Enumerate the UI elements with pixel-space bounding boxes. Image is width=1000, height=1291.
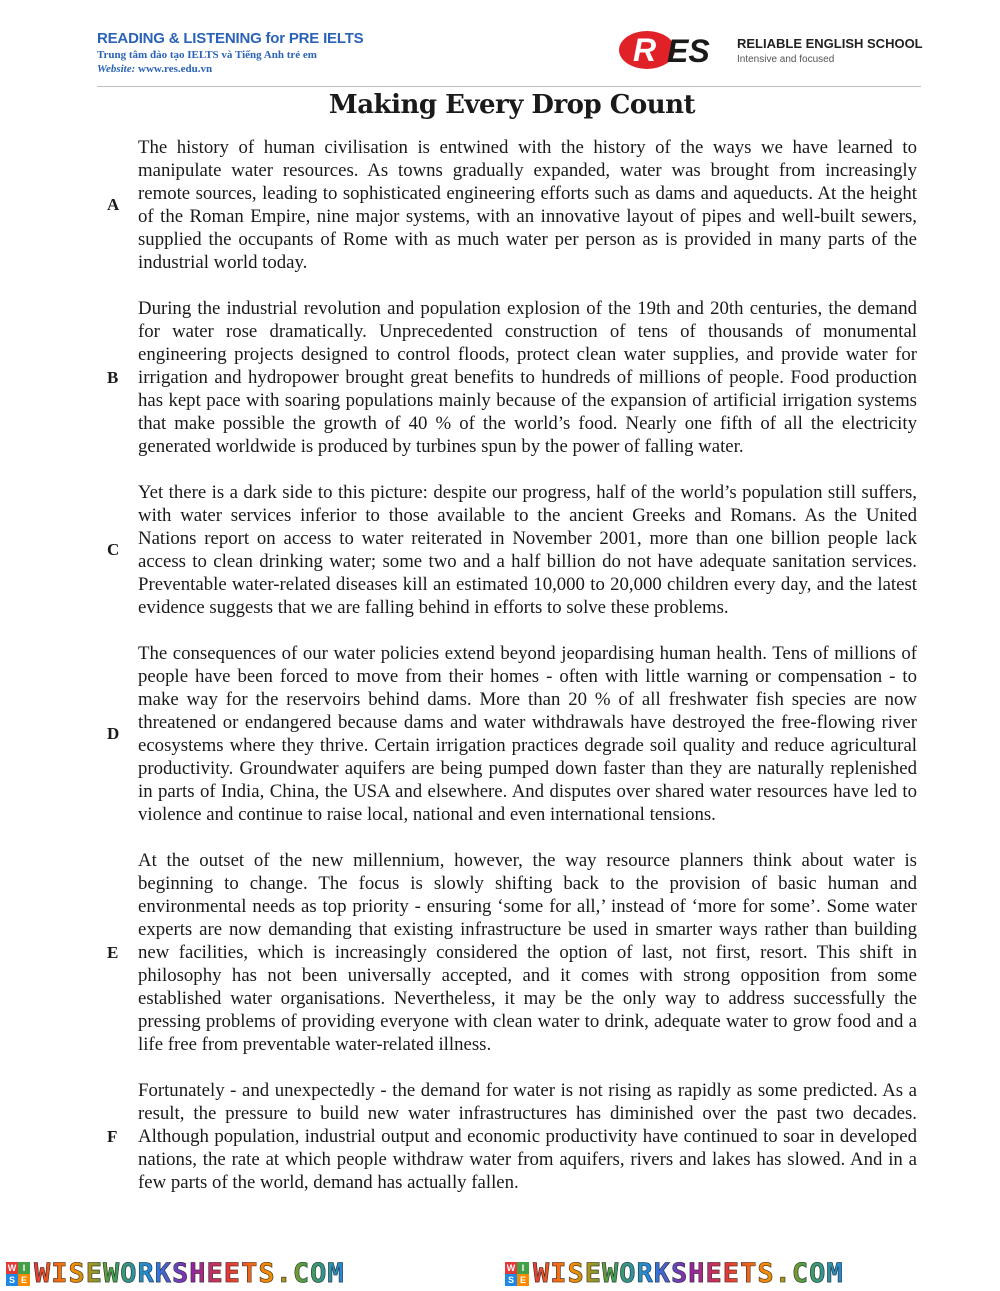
- logo-letters-es: ES: [667, 33, 710, 69]
- wise-badge-icon: [6, 1262, 30, 1286]
- paragraph-text: During the industrial revolution and population explosion of the 19th and 20th centuries, the demand for water rose dramatically. Unprecedented construction of tens of thousands of monumental engineering projects designed to control floods, protect clean water supplies, and provide water for irrigation and hydropower brought great benefits to hundreds of millions of people. Food production has kept pace with soaring populations mainly because of the expansion of artificial irrigation systems that make possible the growth of 40 % of the world’s food. Nearly one fifth of all the electricity generated worldwide is produced by turbines spun by the power of falling water.: [138, 298, 917, 457]
- paragraph-text: The consequences of our water policies extend beyond jeopardising human health. Tens of millions of people have been forced to move from their homes - often with little warning or compensation - to make way for the reservoirs behind dams. More than 20 % of all freshwater fish species are now threatened or endangered because dams and water withdrawals have destroyed the free-flowing river ecosystems where they thrive. Certain irrigation practices degrade soil quality and reduce agricultural productivity. Groundwater aquifers are being pumped down faster than they are naturally replenished in parts of India, China, the USA and elsewhere. And disputes over shared water resources have led to violence and continue to raise local, national and even international tensions.: [138, 643, 917, 825]
- paragraph-letter: A: [107, 195, 120, 214]
- paragraph-d: [0, 642, 1000, 826]
- paragraph-c: [0, 481, 1000, 619]
- paragraph-text: Yet there is a dark side to this picture: despite our progress, half of the world’s population still suffers, with water services inferior to those available to the ancient Greeks and Romans. As the United Nations report on access to water reiterated in November 2001, more than one billion people lack access to clean drinking water; some two and a half billion do not have adequate sanitation services. Preventable water-related diseases kill an estimated 10,000 to 20,000 children every day, and the latest evidence suggests that we are falling behind in efforts to solve these problems.: [138, 482, 917, 618]
- document-header: [0, 0, 1000, 92]
- reading-passage: [0, 136, 1000, 1217]
- badge-letter: E: [18, 1274, 30, 1286]
- badge-letter: I: [18, 1262, 30, 1274]
- course-title: READING & LISTENING for PRE IELTS: [97, 30, 364, 47]
- badge-letter: E: [517, 1274, 529, 1286]
- res-logo-icon: [617, 28, 732, 72]
- paragraph-text: Fortunately - and unexpectedly - the demand for water is not rising as rapidly as some predicted. As a result, the pressure to build new water infrastructures has diminished over the past two decades. Although population, industrial output and economic productivity have continued to soar in developed nations, the rate at which people withdraw water from aquifers, rivers and lakes has slowed. And in a few parts of the world, demand has actually fallen.: [138, 1080, 917, 1193]
- logo-letter-r: R: [633, 32, 657, 68]
- paragraph-b: [0, 297, 1000, 458]
- badge-letter: S: [505, 1274, 517, 1286]
- header-divider: [97, 86, 921, 87]
- badge-letter: W: [506, 1262, 516, 1273]
- watermark-block-1: [6, 1258, 345, 1289]
- badge-letter: I: [517, 1262, 529, 1274]
- school-tagline: Intensive and focused: [737, 54, 835, 65]
- website-url[interactable]: www.res.edu.vn: [138, 63, 213, 75]
- paragraph-letter: D: [107, 724, 120, 743]
- website-label: Website:: [97, 63, 136, 75]
- website-line: [97, 63, 363, 75]
- paragraph-letter: B: [107, 367, 119, 387]
- res-logo: [617, 28, 927, 72]
- passage-title: Making Every Drop Count: [328, 90, 696, 120]
- watermark-footer: [0, 1256, 1000, 1291]
- school-name: RELIABLE ENGLISH SCHOOL: [737, 36, 923, 51]
- center-subtitle: Trung tâm đào tạo IELTS và Tiếng Anh trẻ em: [97, 49, 317, 61]
- paragraph-e: [0, 849, 1000, 1056]
- paragraph-letter: F: [107, 1126, 118, 1146]
- paragraph-text: At the outset of the new millennium, however, the way resource planners think about water is beginning to change. The focus is slowly shifting back to the provision of basic human and environmental needs as top priority - ensuring ‘some for all,’ instead of ‘more for some’. Some water experts are now demanding that existing infrastructure be used in smarter ways rather than building new facilities, which is increasingly considered the option of last, not first, resort. This shift in philosophy has not been universally accepted, and it comes with strong opposition from some established water organisations. Nevertheless, it may be the only way to address successfully the pressing problems of providing everyone with clean water to drink, adequate water to grow food and a life free from preventable water-related illness.: [138, 850, 917, 1055]
- paragraph-a: [0, 136, 1000, 274]
- wise-badge-icon: [505, 1262, 529, 1286]
- paragraph-f: [0, 1079, 1000, 1194]
- badge-letter: S: [6, 1274, 18, 1286]
- watermark-text: WISEWORKSHEETS.COM: [533, 1258, 844, 1289]
- watermark-text: WISEWORKSHEETS.COM: [34, 1258, 345, 1289]
- badge-letter: W: [7, 1262, 17, 1273]
- paragraph-letter: E: [107, 942, 119, 962]
- watermark-block-2: [505, 1258, 844, 1289]
- paragraph-letter: C: [107, 540, 120, 559]
- header-left: [97, 30, 363, 75]
- paragraph-text: The history of human civilisation is entwined with the history of the ways we have learned to manipulate water resources. As towns gradually expanded, water was brought from increasingly remote sources, leading to sophisticated engineering efforts such as dams and aqueducts. At the height of the Roman Empire, nine major systems, with an innovative layout of pipes and well-built sewers, supplied the occupants of Rome with as much water per person as is provided in many parts of the industrial world today.: [138, 137, 917, 273]
